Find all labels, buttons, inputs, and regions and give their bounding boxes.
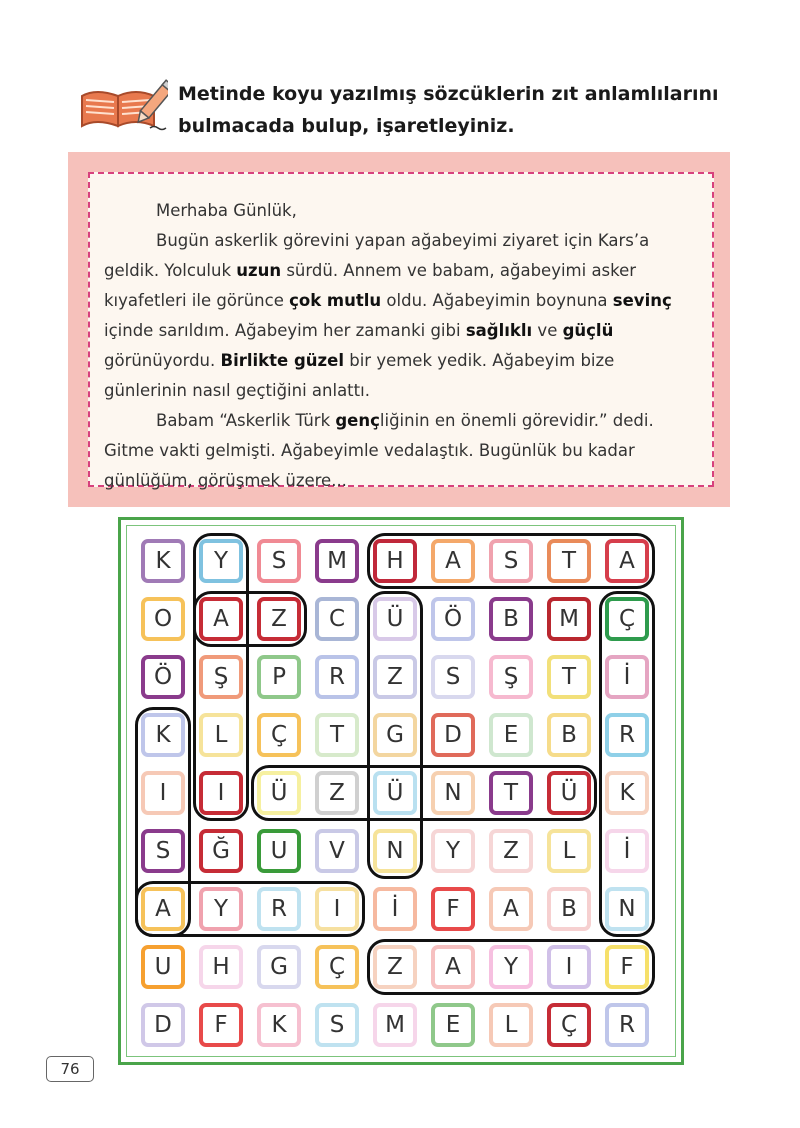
text-run: oldu. Ağabeyimin boynuna	[381, 291, 613, 310]
text-run: sürdü. Annem ve babam, ağabeyimi asker kıyafetleri ile görünce	[104, 261, 637, 310]
letter-cell[interactable]: S	[257, 539, 301, 583]
letter-cell[interactable]: U	[141, 945, 185, 989]
letter-cell[interactable]: B	[547, 887, 591, 931]
letter-cell[interactable]: Y	[431, 829, 475, 873]
letter-cell[interactable]: A	[431, 945, 475, 989]
letter-cell[interactable]: N	[373, 829, 417, 873]
letter-cell[interactable]: F	[431, 887, 475, 931]
bold-word: güçlü	[562, 321, 614, 340]
letter-cell[interactable]: F	[605, 945, 649, 989]
letter-cell[interactable]: Ö	[431, 597, 475, 641]
letter-cell[interactable]: E	[489, 713, 533, 757]
word-search-puzzle	[118, 517, 684, 1065]
answer-circle	[251, 765, 597, 821]
letter-cell[interactable]: C	[315, 597, 359, 641]
answer-circle	[193, 533, 249, 821]
letter-cell[interactable]: G	[373, 713, 417, 757]
letter-cell[interactable]: O	[141, 597, 185, 641]
letter-cell[interactable]: E	[431, 1003, 475, 1047]
letter-cell[interactable]: B	[547, 713, 591, 757]
page-number	[46, 1056, 94, 1082]
letter-cell[interactable]: Z	[489, 829, 533, 873]
letter-cell[interactable]: V	[315, 829, 359, 873]
letter-cell[interactable]: R	[605, 1003, 649, 1047]
letter-cell[interactable]: K	[141, 539, 185, 583]
letter-cell[interactable]: Z	[315, 771, 359, 815]
letter-cell[interactable]: D	[431, 713, 475, 757]
answer-circle	[367, 533, 655, 589]
letter-cell[interactable]: Z	[373, 945, 417, 989]
answer-circle	[367, 591, 423, 879]
letter-cell[interactable]: R	[257, 887, 301, 931]
letter-cell[interactable]: I	[315, 887, 359, 931]
answer-circle	[135, 881, 365, 937]
letter-cell[interactable]: Y	[199, 887, 243, 931]
letter-cell[interactable]: Ğ	[199, 829, 243, 873]
diary-letter-text	[104, 196, 700, 496]
text-run: Babam “Askerlik Türk	[156, 411, 336, 430]
letter-cell[interactable]: A	[489, 887, 533, 931]
letter-cell[interactable]: T	[315, 713, 359, 757]
puzzle-grid	[121, 520, 687, 1068]
letter-cell[interactable]: N	[605, 887, 649, 931]
letter-cell[interactable]: L	[547, 829, 591, 873]
letter-cell[interactable]: A	[605, 539, 649, 583]
letter-cell[interactable]: İ	[605, 655, 649, 699]
text-run: Bugün askerlik görevini yapan ağabeyimi ziyaret için Kars’a geldik. Yolculuk	[104, 231, 650, 280]
letter-cell[interactable]: N	[431, 771, 475, 815]
bold-word: sağlıklı	[465, 321, 533, 340]
letter-cell[interactable]: B	[489, 597, 533, 641]
answer-circle	[367, 939, 655, 995]
letter-cell[interactable]: R	[315, 655, 359, 699]
letter-cell[interactable]: M	[547, 597, 591, 641]
letter-cell[interactable]: Z	[257, 597, 301, 641]
letter-cell[interactable]: S	[431, 655, 475, 699]
letter-cell[interactable]: M	[373, 1003, 417, 1047]
letter-cell[interactable]: L	[489, 1003, 533, 1047]
bold-word: sevinç	[612, 291, 672, 310]
letter-cell[interactable]: F	[199, 1003, 243, 1047]
letter-cell[interactable]: I	[141, 771, 185, 815]
letter-cell[interactable]: D	[141, 1003, 185, 1047]
letter-cell[interactable]: İ	[605, 829, 649, 873]
letter-cell[interactable]: K	[605, 771, 649, 815]
letter-cell[interactable]: Ö	[141, 655, 185, 699]
letter-cell[interactable]: Ç	[257, 713, 301, 757]
letter-cell[interactable]: S	[315, 1003, 359, 1047]
instruction-text	[178, 78, 738, 142]
letter-cell[interactable]: Ü	[373, 771, 417, 815]
letter-cell[interactable]: Ü	[373, 597, 417, 641]
letter-cell[interactable]: H	[199, 945, 243, 989]
letter-cell[interactable]: I	[547, 945, 591, 989]
letter-cell[interactable]: T	[489, 771, 533, 815]
diary-letter-card	[68, 152, 730, 507]
bold-word: Birlikte güzel	[220, 351, 344, 370]
letter-cell[interactable]: H	[373, 539, 417, 583]
letter-cell[interactable]: R	[605, 713, 649, 757]
letter-cell[interactable]: Y	[199, 539, 243, 583]
letter-cell[interactable]: T	[547, 539, 591, 583]
instruction-line-2: bulmacada bulup, işaretleyiniz.	[178, 115, 515, 137]
letter-cell[interactable]: P	[257, 655, 301, 699]
instruction-header	[78, 76, 738, 146]
book-pencil-icon	[78, 78, 168, 138]
letter-cell[interactable]: Ç	[605, 597, 649, 641]
letter-cell[interactable]: Y	[489, 945, 533, 989]
answer-circle	[193, 591, 307, 647]
letter-cell[interactable]: U	[257, 829, 301, 873]
letter-cell[interactable]: T	[547, 655, 591, 699]
instruction-line-1: Metinde koyu yazılmış sözcüklerin zıt anlamlılarını	[178, 83, 719, 105]
letter-cell[interactable]: K	[257, 1003, 301, 1047]
letter-cell[interactable]: A	[141, 887, 185, 931]
text-run: bir yemek yedik. Ağabeyim bize günlerinin nasıl geçtiğini anlattı.	[104, 351, 615, 400]
bold-word: genç	[335, 411, 380, 430]
bold-word: uzun	[236, 261, 282, 280]
letter-cell[interactable]: A	[431, 539, 475, 583]
text-run: ve	[532, 321, 563, 340]
letter-greeting: Merhaba Günlük,	[156, 201, 297, 220]
letter-cell[interactable]: Ş	[489, 655, 533, 699]
letter-cell[interactable]: Ç	[315, 945, 359, 989]
letter-cell[interactable]: Ü	[547, 771, 591, 815]
answer-circle	[599, 591, 655, 937]
letter-cell[interactable]: G	[257, 945, 301, 989]
text-run: liğinin en önemli görevidir.” dedi. Gitme vakti gelmişti. Ağabeyimle vedalaştık. Bugünlük bu kadar günlüğüm, görüşmek üzere...	[104, 411, 654, 490]
letter-cell[interactable]: M	[315, 539, 359, 583]
letter-cell[interactable]: K	[141, 713, 185, 757]
letter-cell[interactable]: A	[199, 597, 243, 641]
letter-cell[interactable]: Ç	[547, 1003, 591, 1047]
page-number-text: 76	[60, 1060, 80, 1078]
letter-cell[interactable]: Ş	[199, 655, 243, 699]
letter-cell[interactable]: Z	[373, 655, 417, 699]
letter-paragraph-1	[104, 226, 700, 406]
letter-cell[interactable]: İ	[373, 887, 417, 931]
diary-letter-frame	[88, 172, 714, 490]
letter-cell[interactable]: L	[199, 713, 243, 757]
letter-cell[interactable]: S	[141, 829, 185, 873]
letter-cell[interactable]: I	[199, 771, 243, 815]
letter-paragraph-2	[104, 406, 700, 496]
text-run: görünüyordu.	[104, 351, 221, 370]
bold-word: çok mutlu	[289, 291, 382, 310]
letter-cell[interactable]: S	[489, 539, 533, 583]
letter-cell[interactable]: Ü	[257, 771, 301, 815]
text-run: içinde sarıldım. Ağabeyim her zamanki gibi	[104, 321, 466, 340]
